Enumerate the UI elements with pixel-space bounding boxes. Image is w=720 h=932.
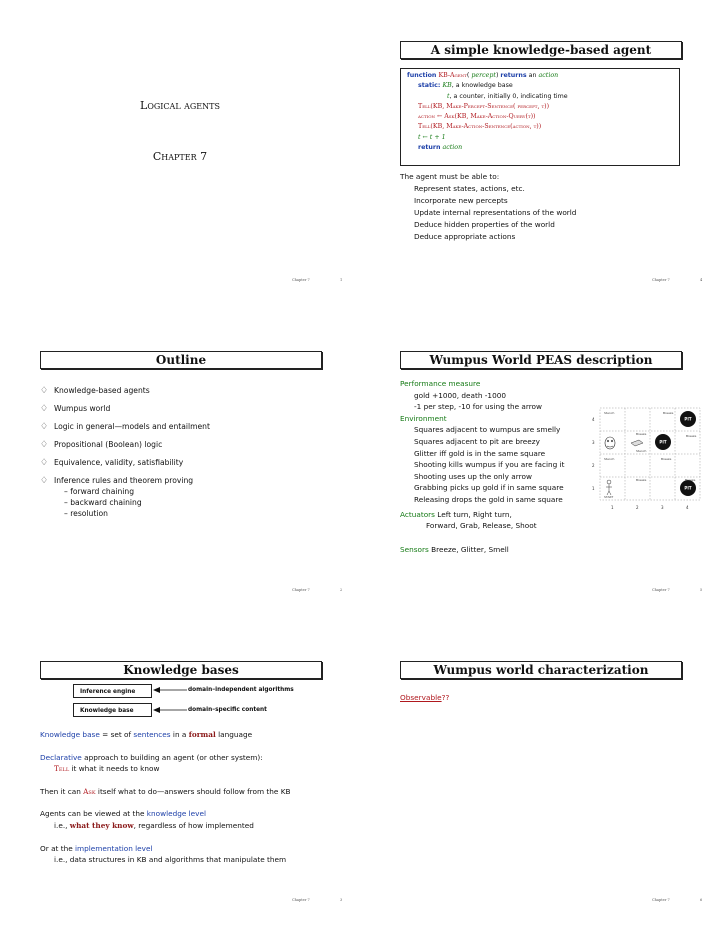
requirements-list: The agent must be able to: Represent states, actions, etc. Incorporate new percepts Update internal representations of the world Deduce hidden properties of the world Deduce appropriate actions [400, 172, 577, 241]
algorithm-box [400, 68, 680, 166]
breeze-label: Breeze [661, 457, 672, 461]
footer-page: 1 [340, 278, 343, 282]
pit-icon [680, 411, 696, 427]
footer-page: 2 [340, 588, 343, 592]
col-label: 4 [686, 505, 689, 510]
footer-chapter: Chapter 7 [292, 898, 310, 902]
slide-outline [0, 310, 360, 620]
algo-counter: t, a counter, initially 0, indicating time [447, 92, 568, 100]
footer-chapter: Chapter 7 [652, 278, 670, 282]
slide-heading: Outline [40, 351, 322, 369]
algo-line-increment: t ← t + 1 [418, 133, 446, 141]
row-label: 3 [592, 440, 595, 445]
row-label: 4 [592, 417, 595, 422]
footer-chapter: Chapter 7 [292, 588, 310, 592]
algo-line-tell-percept: Tell(KB, Make-Percept-Sentence( percept, t)) [418, 102, 550, 110]
algo-return: return action [418, 144, 463, 152]
row-label: 1 [592, 486, 595, 491]
list-item: ♢ Logic in general—models and entailment [40, 418, 210, 436]
breeze-label: Breeze [663, 411, 674, 415]
algo-line-tell-action: Tell(KB, Make-Action-Sentence(action, t)) [418, 123, 542, 131]
list-item: ♢ Wumpus world [40, 400, 210, 418]
diamond-icon: ♢ [40, 404, 49, 414]
diamond-icon: ♢ [40, 386, 49, 396]
slide-title [0, 0, 360, 310]
env-label: Environment [400, 413, 447, 423]
kb-text: Knowledge base = set of sentences in a formal language Declarative approach to building an agent (or other system): Tell it what it needs to know Then it can Ask itself what to do—answers should follow from the KB Agents can be viewed at the knowledge level i.e., what they know, regardless of how implemented Or at the implementation level i.e., data structures in KB and algorithms that manipulate them [40, 730, 291, 865]
footer-page: 3 [340, 898, 343, 902]
slide-heading: Wumpus World PEAS description [400, 351, 682, 369]
footer-chapter: Chapter 7 [292, 278, 310, 282]
footer-page: 5 [700, 588, 703, 592]
row-label: 2 [592, 463, 595, 468]
col-label: 2 [636, 505, 639, 510]
list-item: ♢ Knowledge-based agents [40, 382, 210, 400]
diagram-arrows [152, 680, 192, 720]
list-item: Deduce hidden properties of the world [414, 220, 555, 229]
footer-chapter: Chapter 7 [652, 898, 670, 902]
footer-page: 6 [700, 898, 703, 902]
gold-icon [631, 440, 643, 446]
list-item: ♢ Propositional (Boolean) logic [40, 436, 210, 454]
chapter-label: Chapter 7 [152, 150, 208, 163]
observable-link[interactable]: Observable [400, 693, 442, 702]
breeze-label: Breeze [685, 478, 696, 482]
inference-engine-box: Inference engine [73, 684, 152, 698]
diamond-icon: ♢ [40, 422, 49, 432]
deck-title: Logical agents [140, 99, 220, 112]
start-label: START [604, 495, 614, 499]
list-item: Deduce appropriate actions [414, 232, 516, 241]
algo-signature: function KB-Agent( percept) returns an action [407, 72, 559, 79]
list-subitem: – backward chaining [64, 498, 142, 507]
footer-chapter: Chapter 7 [652, 588, 670, 592]
agent-icon [606, 480, 612, 495]
diamond-icon: ♢ [40, 440, 49, 450]
peas-text: Performance measure gold +1000, death -1000 -1 per step, -10 for using the arrow Environment Squares adjacent to wumpus are smelly Squares adjacent to pit are breezy Glitter iff gold is in the same square Shooting kills wumpus if you are facing it Shooting uses up the only arrow Grabbing picks up gold if in same square Releasing drops the gold in same square Actuators Left turn, Right turn, Forward, Grab, Release, Shoot Sensors Breeze, Glitter, Smell [400, 379, 565, 554]
breeze-label: Breeze [636, 478, 647, 482]
slide-heading: A simple knowledge-based agent [400, 41, 682, 59]
slide-wumpus-characterization [360, 620, 720, 930]
perf-label: Performance measure [400, 379, 481, 388]
diamond-icon: ♢ [40, 476, 49, 486]
domain-specific-label: domain–specific content [188, 707, 267, 713]
list-item: Incorporate new percepts [414, 196, 508, 205]
slide-knowledge-bases [0, 620, 360, 930]
list-subitem: – resolution [64, 509, 108, 518]
slide-heading: Wumpus world characterization [400, 661, 682, 679]
footer-page: 4 [700, 278, 703, 282]
algo-static: static: KB, a knowledge base [418, 82, 513, 90]
col-label: 1 [611, 505, 614, 510]
breeze-label: Breeze [686, 434, 697, 438]
pit-icon [680, 480, 696, 496]
sensors-label: Sensors [400, 544, 429, 554]
question-line: Observable?? [400, 693, 450, 702]
actuators-label: Actuators [400, 509, 435, 519]
stench-label: Stench [604, 457, 615, 461]
diamond-icon: ♢ [40, 458, 49, 468]
svg-text:PIT: PIT [659, 439, 667, 445]
list-item: ♢ Inference rules and theorem proving [40, 472, 210, 490]
slide-peas [360, 310, 720, 620]
pit-icon [655, 434, 671, 450]
wumpus-icon [605, 437, 615, 449]
outline-list [40, 382, 210, 519]
stench-label: Stench [604, 411, 615, 415]
knowledge-base-box: Knowledge base [73, 703, 152, 717]
wumpus-grid [588, 406, 708, 516]
stench-label: Stench [636, 449, 647, 453]
list-item: ♢ Equivalence, validity, satisfiability [40, 454, 210, 472]
algo-line-ask: action ← Ask(KB, Make-Action-Query(t)) [418, 113, 536, 121]
list-item: Represent states, actions, etc. [414, 184, 525, 193]
breeze-label: Breeze [636, 432, 647, 436]
slide-kb-agent [360, 0, 720, 310]
col-label: 3 [661, 505, 664, 510]
slide-heading: Knowledge bases [40, 661, 322, 679]
svg-text:PIT: PIT [684, 485, 692, 491]
svg-text:PIT: PIT [684, 416, 692, 422]
domain-independent-label: domain–independent algorithms [188, 687, 294, 693]
list-subitem: – forward chaining [64, 487, 135, 496]
list-item: Update internal representations of the world [414, 208, 577, 217]
